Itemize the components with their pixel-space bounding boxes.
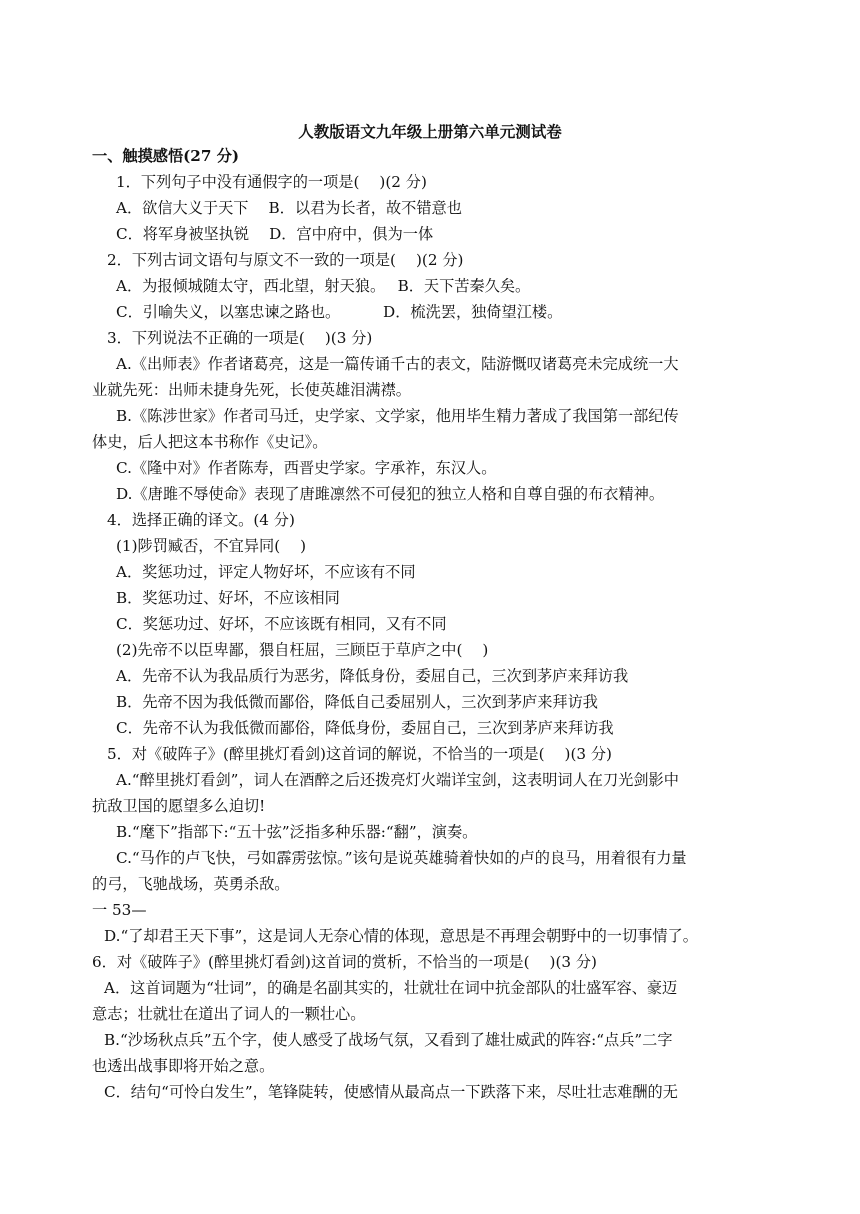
q4-1-option-b: B．奖惩功过、好坏，不应该相同 — [116, 589, 340, 607]
q5-option-c: C.“马作的卢飞快，弓如霹雳弦惊。”该句是说英雄骑着快如的卢的良马，用着很有力量 — [116, 849, 687, 867]
section-heading: 一、触摸感悟(27 分) — [92, 147, 240, 165]
q4-2-option-c: C．先帝不认为我低微而鄙俗，降低身份，委屈自己，三次到茅庐来拜访我 — [116, 719, 614, 737]
q6-option-c: C．结句“可怜白发生”，笔锋陡转，使感情从最高点一下跌落下来，尽吐壮志难酬的无 — [104, 1083, 678, 1101]
q3-option-a: A.《出师表》作者诸葛亮，这是一篇传诵千古的表文，陆游慨叹诸葛亮未完成统一大 — [116, 355, 679, 373]
q4-sub-1: (1)陟罚臧否，不宜异同( ) — [116, 537, 307, 555]
question-5: 5．对《破阵子》(醉里挑灯看剑)这首词的解说，不恰当的一项是( )(3 分) — [107, 745, 612, 763]
q5-option-d: D.“了却君王天下事”，这是词人无奈心情的体现，意思是不再理会朝野中的一切事情了。 — [104, 927, 698, 945]
question-6: 6．对《破阵子》(醉里挑灯看剑)这首词的赏析，不恰当的一项是( )(3 分) — [92, 953, 597, 971]
q5-option-b: B.“麾下”指部下:“五十弦”泛指多种乐器:“翻”，演奏。 — [116, 823, 478, 841]
q3-option-b: B.《陈涉世家》作者司马迁，史学家、文学家，他用毕生精力著成了我国第一部纪传 — [116, 407, 679, 425]
q6-option-b-cont: 也透出战事即将开始之意。 — [92, 1057, 275, 1075]
q5-option-a-cont: 抗敌卫国的愿望多么迫切! — [92, 797, 266, 815]
q2-options-ab: A．为报倾城随太守，西北望，射天狼。 B．天下苦秦久矣。 — [116, 277, 531, 295]
q6-option-a-cont: 意志；壮就壮在道出了词人的一颗壮心。 — [92, 1005, 366, 1023]
question-3: 3．下列说法不正确的一项是( )(3 分) — [107, 329, 373, 347]
q3-option-d: D.《唐雎不辱使命》表现了唐雎凛然不可侵犯的独立人格和自尊自强的布衣精神。 — [116, 485, 665, 503]
q4-2-option-b: B．先帝不因为我低微而鄙俗，降低自己委屈别人，三次到茅庐来拜访我 — [116, 693, 598, 711]
q6-option-a: A．这首词题为“壮词”，的确是名副其实的，壮就壮在词中抗金部队的壮盛军容、豪迈 — [104, 979, 678, 997]
q2-options-cd: C．引喻失义，以塞忠谏之路也。 D．梳洗罢，独倚望江楼。 — [116, 303, 563, 321]
q3-option-c: C.《隆中对》作者陈寿，西晋史学家。字承祚，东汉人。 — [116, 459, 497, 477]
q1-options-ab: A．欲信大义于天下 B．以君为长者，故不错意也 — [116, 199, 462, 217]
q4-1-option-a: A．奖惩功过，评定人物好坏，不应该有不同 — [116, 563, 416, 581]
question-4: 4．选择正确的译文。(4 分) — [107, 511, 295, 529]
q3-option-b-cont: 体史，后人把这本书称作《史记》。 — [92, 433, 328, 451]
document-title: 人教版语文九年级上册第六单元测试卷 — [298, 122, 562, 141]
q4-2-option-a: A．先帝不认为我品质行为恶劣，降低身份，委屈自己，三次到茅庐来拜访我 — [116, 667, 629, 685]
q4-1-option-c: C．奖惩功过、好坏，不应该既有相同，又有不同 — [116, 615, 447, 633]
q3-option-a-cont: 业就先死：出师未捷身先死，长使英雄泪满襟。 — [92, 381, 411, 399]
question-1: 1．下列句子中没有通假字的一项是( )(2 分) — [116, 173, 427, 191]
page-marker: 一 53— — [92, 901, 147, 919]
q6-option-b: B.“沙场秋点兵”五个字，使人感受了战场气氛，又看到了雄壮威武的阵容:“点兵”二字 — [104, 1031, 673, 1049]
q5-option-a: A.“醉里挑灯看剑”，词人在酒醉之后还拨亮灯火端详宝剑，这表明词人在刀光剑影中 — [116, 771, 679, 789]
q4-sub-2: (2)先帝不以臣卑鄙，猥自枉屈，三顾臣于草庐之中( ) — [116, 641, 489, 659]
q5-option-c-cont: 的弓，飞驰战场，英勇杀敌。 — [92, 875, 290, 893]
question-2: 2．下列古词文语句与原文不一致的一项是( )(2 分) — [107, 251, 464, 269]
q1-options-cd: C．将军身被坚执锐 D．宫中府中，俱为一体 — [116, 225, 434, 243]
